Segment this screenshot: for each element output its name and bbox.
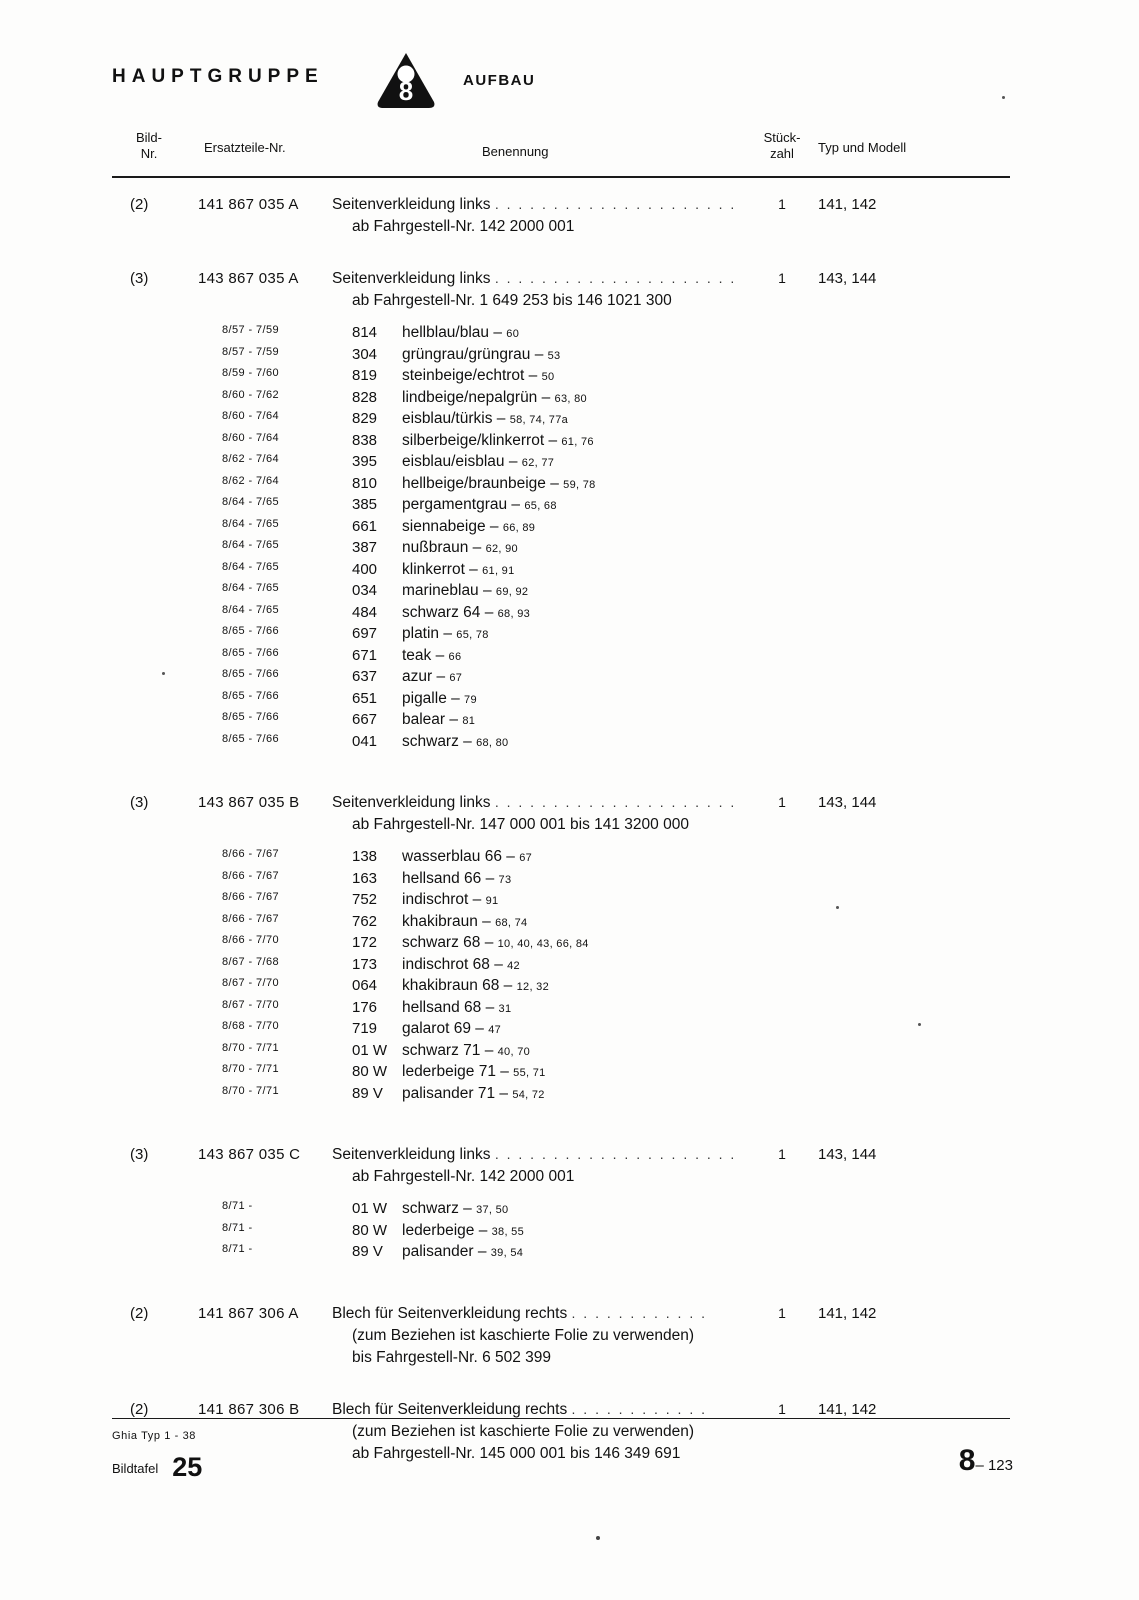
cell-part-number: 141 867 306 B (198, 1400, 300, 1418)
option-models: 73 (498, 873, 512, 886)
cell-type-model: 143, 144 (818, 1146, 877, 1163)
color-option-row (112, 733, 1010, 755)
entry-main-line (112, 1305, 1010, 1327)
color-option-row (112, 1243, 1010, 1265)
group-number-badge (375, 50, 437, 112)
section-title: AUFBAU (463, 72, 536, 89)
leader-dots: . . . . . . . . . . . . . . . . . . . . . (494, 196, 737, 212)
option-color-name: indischrot – 91 (402, 891, 499, 908)
option-code: 172 (352, 934, 378, 951)
cell-bild-nr: (3) (130, 794, 149, 811)
entry-subline: (zum Beziehen ist kaschierte Folie zu verwenden) (352, 1326, 695, 1344)
option-models: 91 (485, 895, 499, 907)
cell-part-number: 143 867 035 A (198, 270, 299, 287)
entry-main-line (112, 270, 1010, 292)
option-code: 719 (352, 1020, 378, 1037)
column-bild-nr-line1: Bild- (135, 130, 162, 145)
color-option-row (112, 711, 1010, 733)
cell-bild-nr: (2) (130, 1304, 149, 1322)
option-date-range: 8/64 - 7/65 (222, 560, 279, 573)
option-models: 55, 71 (513, 1067, 546, 1079)
svg-text:8: 8 (398, 76, 414, 106)
option-models: 79 (464, 693, 477, 706)
entry-main-line (112, 1401, 1010, 1423)
entry-spacer (112, 240, 1010, 270)
option-models: 58, 74, 77a (509, 414, 569, 426)
option-code: 034 (352, 582, 378, 599)
option-color-name: azur – 67 (402, 668, 463, 685)
option-code: 01 W (352, 1041, 388, 1059)
option-models: 31 (498, 1002, 512, 1015)
color-option-row (112, 475, 1010, 497)
option-color-name: nußbraun – 62, 90 (402, 539, 518, 556)
option-color-name: hellblau/blau – 60 (402, 324, 520, 341)
option-color-name: klinkerrot – 61, 91 (402, 560, 515, 578)
option-code: 828 (352, 388, 378, 406)
color-option-row (112, 346, 1010, 368)
entry-subline: (zum Beziehen ist kaschierte Folie zu verwenden) (352, 1422, 695, 1440)
option-color-name: schwarz 71 – 40, 70 (402, 1041, 531, 1059)
stray-mark (836, 906, 839, 909)
option-code: 762 (352, 912, 378, 930)
option-color-name: steinbeige/echtrot – 50 (402, 367, 555, 384)
cell-type-model: 143, 144 (818, 270, 877, 287)
option-code: 819 (352, 367, 378, 384)
color-option-row (112, 539, 1010, 561)
option-models: 38, 55 (491, 1225, 525, 1238)
option-color-name: teak – 66 (402, 646, 462, 664)
color-option-row (112, 367, 1010, 389)
stray-mark (918, 1023, 921, 1026)
cell-bild-nr: (2) (130, 196, 149, 213)
option-date-range: 8/65 - 7/66 (222, 689, 279, 702)
entry-main-line (112, 196, 1010, 218)
option-models: 68, 80 (476, 736, 509, 749)
option-color-name: grüngrau/grüngrau – 53 (402, 345, 561, 363)
option-color-name: schwarz 64 – 68, 93 (402, 603, 531, 621)
page-header (112, 50, 1012, 110)
option-code: 667 (352, 711, 378, 728)
option-date-range: 8/60 - 7/64 (222, 431, 279, 444)
option-code: 387 (352, 539, 378, 556)
cell-type-model: 141, 142 (818, 1400, 877, 1418)
stray-mark (1002, 96, 1005, 99)
entry-spacer (112, 1265, 1010, 1305)
table-row (112, 1146, 1010, 1265)
option-color-name: platin – 65, 78 (402, 625, 489, 642)
color-option-row (112, 913, 1010, 935)
option-models: 12, 32 (516, 981, 549, 993)
option-color-name: marineblau – 69, 92 (402, 582, 529, 599)
option-code: 829 (352, 410, 378, 427)
option-date-range: 8/66 - 7/70 (222, 934, 279, 946)
option-color-name: hellsand 68 – 31 (402, 998, 512, 1016)
option-date-range: 8/64 - 7/65 (222, 496, 279, 508)
option-date-range: 8/64 - 7/65 (222, 517, 279, 530)
option-color-name: schwarz – 37, 50 (402, 1200, 509, 1217)
footer-catalog: Ghia Typ 1 - 38 (112, 1430, 197, 1442)
option-date-range: 8/65 - 7/66 (222, 732, 279, 745)
column-bild-nr-line2: Nr. (140, 146, 158, 162)
option-models: 60 (506, 328, 520, 340)
option-code: 400 (352, 560, 378, 578)
option-color-name: khakibraun 68 – 12, 32 (402, 977, 549, 994)
option-code: 173 (352, 955, 378, 973)
color-option-row (112, 496, 1010, 518)
option-color-name: balear – 81 (402, 711, 476, 728)
entry-spacer (112, 1106, 1010, 1146)
color-option-row (112, 1200, 1010, 1222)
entry-subline: ab Fahrgestell-Nr. 1 649 253 bis 146 1021 300 (352, 292, 672, 309)
option-date-range: 8/64 - 7/65 (222, 603, 279, 616)
option-color-name: eisblau/eisblau – 62, 77 (402, 453, 555, 470)
column-benennung: Benennung (482, 144, 549, 159)
option-date-range: 8/64 - 7/65 (222, 582, 279, 594)
option-date-range: 8/67 - 7/70 (222, 998, 279, 1011)
option-color-name: wasserblau 66 – 67 (402, 848, 533, 865)
footer-page-group: 8 (958, 1444, 976, 1477)
option-color-name: galarot 69 – 47 (402, 1020, 502, 1037)
color-option-row (112, 956, 1010, 978)
cell-type-model: 141, 142 (818, 196, 877, 213)
color-option-row (112, 625, 1010, 647)
color-option-row (112, 977, 1010, 999)
option-code: 304 (352, 345, 378, 363)
cell-description: Seitenverkleidung links . . . . . . . . . . . . . . . . . . . . . (332, 196, 737, 213)
footer-page-number: – 123 (975, 1457, 1013, 1474)
option-color-name: lindbeige/nepalgrün – 63, 80 (402, 388, 587, 406)
option-color-name: schwarz – 68, 80 (402, 732, 509, 750)
option-date-range: 8/57 - 7/59 (222, 345, 279, 358)
column-stueckzahl (742, 130, 822, 163)
entry-main-line (112, 1146, 1010, 1168)
option-models: 39, 54 (490, 1247, 524, 1259)
option-date-range: 8/62 - 7/64 (222, 453, 279, 465)
entry-subline: bis Fahrgestell-Nr. 6 502 399 (352, 1348, 552, 1366)
cell-part-number: 141 867 035 A (198, 196, 299, 213)
cell-part-number: 143 867 035 B (198, 794, 300, 811)
option-models: 62, 77 (521, 457, 555, 469)
cell-part-number: 141 867 306 A (198, 1304, 299, 1322)
column-stueckzahl-line1: Stück- (763, 130, 801, 145)
leader-dots: . . . . . . . . . . . . . . . . . . . . . (494, 794, 737, 810)
option-date-range: 8/71 - (222, 1221, 253, 1234)
option-code: 89 V (352, 1084, 383, 1102)
option-date-range: 8/60 - 7/62 (222, 388, 279, 401)
header-divider (112, 176, 1010, 178)
option-models: 81 (462, 715, 476, 727)
option-color-name: hellbeige/braunbeige – 59, 78 (402, 474, 596, 492)
cell-bild-nr: (2) (130, 1400, 149, 1418)
option-code: 810 (352, 474, 378, 492)
color-option-row (112, 1063, 1010, 1085)
color-option-row (112, 410, 1010, 432)
option-models: 67 (519, 852, 533, 864)
entry-spacer (112, 754, 1010, 794)
entry-spacer (112, 1371, 1010, 1401)
option-date-range: 8/70 - 7/71 (222, 1063, 279, 1075)
color-option-row (112, 324, 1010, 346)
color-option-row (112, 604, 1010, 626)
column-ersatzteile-nr: Ersatzteile-Nr. (204, 140, 286, 155)
cell-quantity: 1 (778, 1146, 786, 1162)
entry-subline: ab Fahrgestell-Nr. 147 000 001 bis 141 3200 000 (352, 816, 689, 833)
option-date-range: 8/68 - 7/70 (222, 1020, 279, 1032)
cell-description: Seitenverkleidung links . . . . . . . . . . . . . . . . . . . . . (332, 794, 737, 811)
option-models: 65, 68 (524, 500, 557, 512)
option-models: 66, 89 (502, 521, 536, 534)
option-date-range: 8/71 - (222, 1200, 253, 1212)
color-option-row (112, 934, 1010, 956)
option-color-name: khakibraun – 68, 74 (402, 912, 528, 930)
option-code: 80 W (352, 1063, 388, 1080)
option-code: 395 (352, 453, 378, 470)
option-color-name: pergamentgrau – 65, 68 (402, 496, 557, 513)
option-color-name: siennabeige – 66, 89 (402, 517, 536, 535)
stray-mark (162, 672, 165, 675)
option-models: 68, 74 (495, 916, 528, 929)
option-code: 814 (352, 324, 378, 341)
color-option-row (112, 1085, 1010, 1107)
cell-description: Blech für Seitenverkleidung rechts . . . . . . . . . . . . (332, 1400, 707, 1418)
color-option-row (112, 1042, 1010, 1064)
option-code: 752 (352, 891, 378, 908)
option-models: 42 (507, 959, 520, 972)
option-date-range: 8/70 - 7/71 (222, 1041, 279, 1054)
option-code: 176 (352, 998, 378, 1016)
cell-quantity: 1 (778, 1400, 786, 1417)
option-code: 637 (352, 668, 378, 685)
cell-part-number: 143 867 035 C (198, 1146, 301, 1163)
option-models: 37, 50 (476, 1204, 509, 1216)
color-option-row (112, 999, 1010, 1021)
option-models: 61, 91 (482, 564, 515, 577)
option-color-name: eisblau/türkis – 58, 74, 77a (402, 410, 569, 427)
column-bild-nr (120, 130, 178, 163)
entry-main-line (112, 794, 1010, 816)
entry-subline: ab Fahrgestell-Nr. 142 2000 001 (352, 218, 575, 235)
column-stueckzahl-line2: zahl (770, 146, 794, 162)
option-date-range: 8/67 - 7/68 (222, 955, 279, 968)
table-row (112, 1401, 1010, 1467)
option-code: 041 (352, 732, 378, 750)
option-color-name: palisander 71 – 54, 72 (402, 1084, 545, 1102)
color-option-row (112, 389, 1010, 411)
leader-dots: . . . . . . . . . . . . (571, 1304, 707, 1321)
leader-dots: . . . . . . . . . . . . . . . . . . . . . (494, 1146, 737, 1162)
option-code: 01 W (352, 1200, 388, 1217)
color-option-row (112, 432, 1010, 454)
color-option-row (112, 518, 1010, 540)
color-option-row (112, 1020, 1010, 1042)
option-color-name: pigalle – 79 (402, 689, 477, 707)
color-option-row (112, 1222, 1010, 1244)
option-color-name: indischrot 68 – 42 (402, 955, 520, 973)
option-color-name: silberbeige/klinkerrot – 61, 76 (402, 431, 594, 449)
footer-bildtafel-label: Bildtafel (112, 1461, 159, 1476)
option-code: 661 (352, 517, 378, 535)
color-option-row (112, 668, 1010, 690)
option-code: 163 (352, 869, 378, 887)
table-row (112, 1305, 1010, 1371)
option-models: 59, 78 (563, 478, 596, 491)
cell-quantity: 1 (778, 1304, 786, 1321)
cell-quantity: 1 (778, 196, 786, 212)
option-color-name: schwarz 68 – 10, 40, 43, 66, 84 (402, 934, 589, 951)
entry-subline: ab Fahrgestell-Nr. 142 2000 001 (352, 1168, 575, 1185)
option-date-range: 8/66 - 7/67 (222, 912, 279, 925)
option-models: 54, 72 (512, 1088, 545, 1101)
option-date-range: 8/66 - 7/67 (222, 869, 279, 882)
table-row (112, 794, 1010, 1106)
leader-dots: . . . . . . . . . . . . (571, 1400, 707, 1417)
option-date-range: 8/66 - 7/67 (222, 891, 279, 903)
option-date-range: 8/65 - 7/66 (222, 646, 279, 659)
spacer (112, 838, 1010, 848)
option-code: 671 (352, 646, 378, 664)
option-color-name: palisander – 39, 54 (402, 1243, 524, 1260)
column-typ-modell: Typ und Modell (818, 140, 907, 155)
cell-bild-nr: (3) (130, 270, 149, 287)
option-models: 68, 93 (497, 607, 531, 620)
spacer (112, 1190, 1010, 1200)
entry-subline: ab Fahrgestell-Nr. 145 000 001 bis 146 349 691 (352, 1444, 681, 1462)
cell-quantity: 1 (778, 270, 786, 286)
color-option-row (112, 690, 1010, 712)
footer-page (959, 1444, 1013, 1478)
option-code: 064 (352, 977, 378, 994)
option-code: 651 (352, 689, 378, 707)
color-option-row (112, 453, 1010, 475)
color-option-row (112, 561, 1010, 583)
option-models: 62, 90 (485, 543, 518, 555)
option-date-range: 8/67 - 7/70 (222, 977, 279, 989)
option-date-range: 8/62 - 7/64 (222, 474, 279, 487)
option-models: 10, 40, 43, 66, 84 (497, 938, 589, 950)
option-date-range: 8/65 - 7/66 (222, 668, 279, 680)
hauptgruppe-label: HAUPTGRUPPE (112, 66, 324, 87)
option-code: 385 (352, 496, 378, 513)
page-bottom-mark (596, 1536, 600, 1540)
cell-bild-nr: (3) (130, 1146, 149, 1163)
option-code: 484 (352, 603, 378, 621)
cell-quantity: 1 (778, 794, 786, 810)
option-date-range: 8/59 - 7/60 (222, 367, 279, 379)
option-color-name: lederbeige 71 – 55, 71 (402, 1063, 546, 1080)
parts-table (112, 196, 1010, 1467)
option-models: 53 (547, 349, 561, 362)
option-models: 50 (541, 371, 555, 383)
option-date-range: 8/65 - 7/66 (222, 625, 279, 637)
option-date-range: 8/66 - 7/67 (222, 848, 279, 860)
column-headers (112, 128, 1010, 176)
option-color-name: lederbeige – 38, 55 (402, 1221, 525, 1239)
option-models: 47 (488, 1024, 502, 1036)
option-models: 67 (449, 672, 463, 684)
spacer (112, 314, 1010, 324)
option-date-range: 8/65 - 7/66 (222, 711, 279, 723)
leader-dots: . . . . . . . . . . . . . . . . . . . . . (494, 270, 737, 286)
option-code: 89 V (352, 1243, 383, 1260)
table-row (112, 196, 1010, 240)
cell-type-model: 141, 142 (818, 1304, 877, 1322)
footer-bildtafel (112, 1452, 202, 1483)
option-models: 61, 76 (561, 435, 594, 448)
option-color-name: hellsand 66 – 73 (402, 869, 512, 887)
footer-divider (112, 1418, 1010, 1419)
option-date-range: 8/64 - 7/65 (222, 539, 279, 551)
footer-bildtafel-number: 25 (172, 1452, 203, 1482)
color-option-row (112, 582, 1010, 604)
option-code: 80 W (352, 1221, 388, 1239)
option-date-range: 8/71 - (222, 1243, 253, 1255)
color-option-row (112, 848, 1010, 870)
cell-type-model: 143, 144 (818, 794, 877, 811)
option-models: 66 (448, 650, 462, 663)
table-row (112, 270, 1010, 754)
color-option-row (112, 870, 1010, 892)
color-option-row (112, 647, 1010, 669)
cell-description: Blech für Seitenverkleidung rechts . . . . . . . . . . . . (332, 1304, 707, 1322)
cell-description: Seitenverkleidung links . . . . . . . . . . . . . . . . . . . . . (332, 1146, 737, 1163)
option-code: 138 (352, 848, 378, 865)
color-option-row (112, 891, 1010, 913)
option-models: 69, 92 (495, 586, 529, 598)
option-date-range: 8/70 - 7/71 (222, 1084, 279, 1097)
option-code: 697 (352, 625, 378, 642)
option-models: 40, 70 (497, 1045, 531, 1058)
option-date-range: 8/60 - 7/64 (222, 410, 279, 422)
option-models: 65, 78 (456, 629, 489, 641)
option-models: 63, 80 (554, 392, 587, 405)
cell-description: Seitenverkleidung links . . . . . . . . . . . . . . . . . . . . . (332, 270, 737, 287)
option-date-range: 8/57 - 7/59 (222, 324, 279, 336)
option-code: 838 (352, 431, 378, 449)
